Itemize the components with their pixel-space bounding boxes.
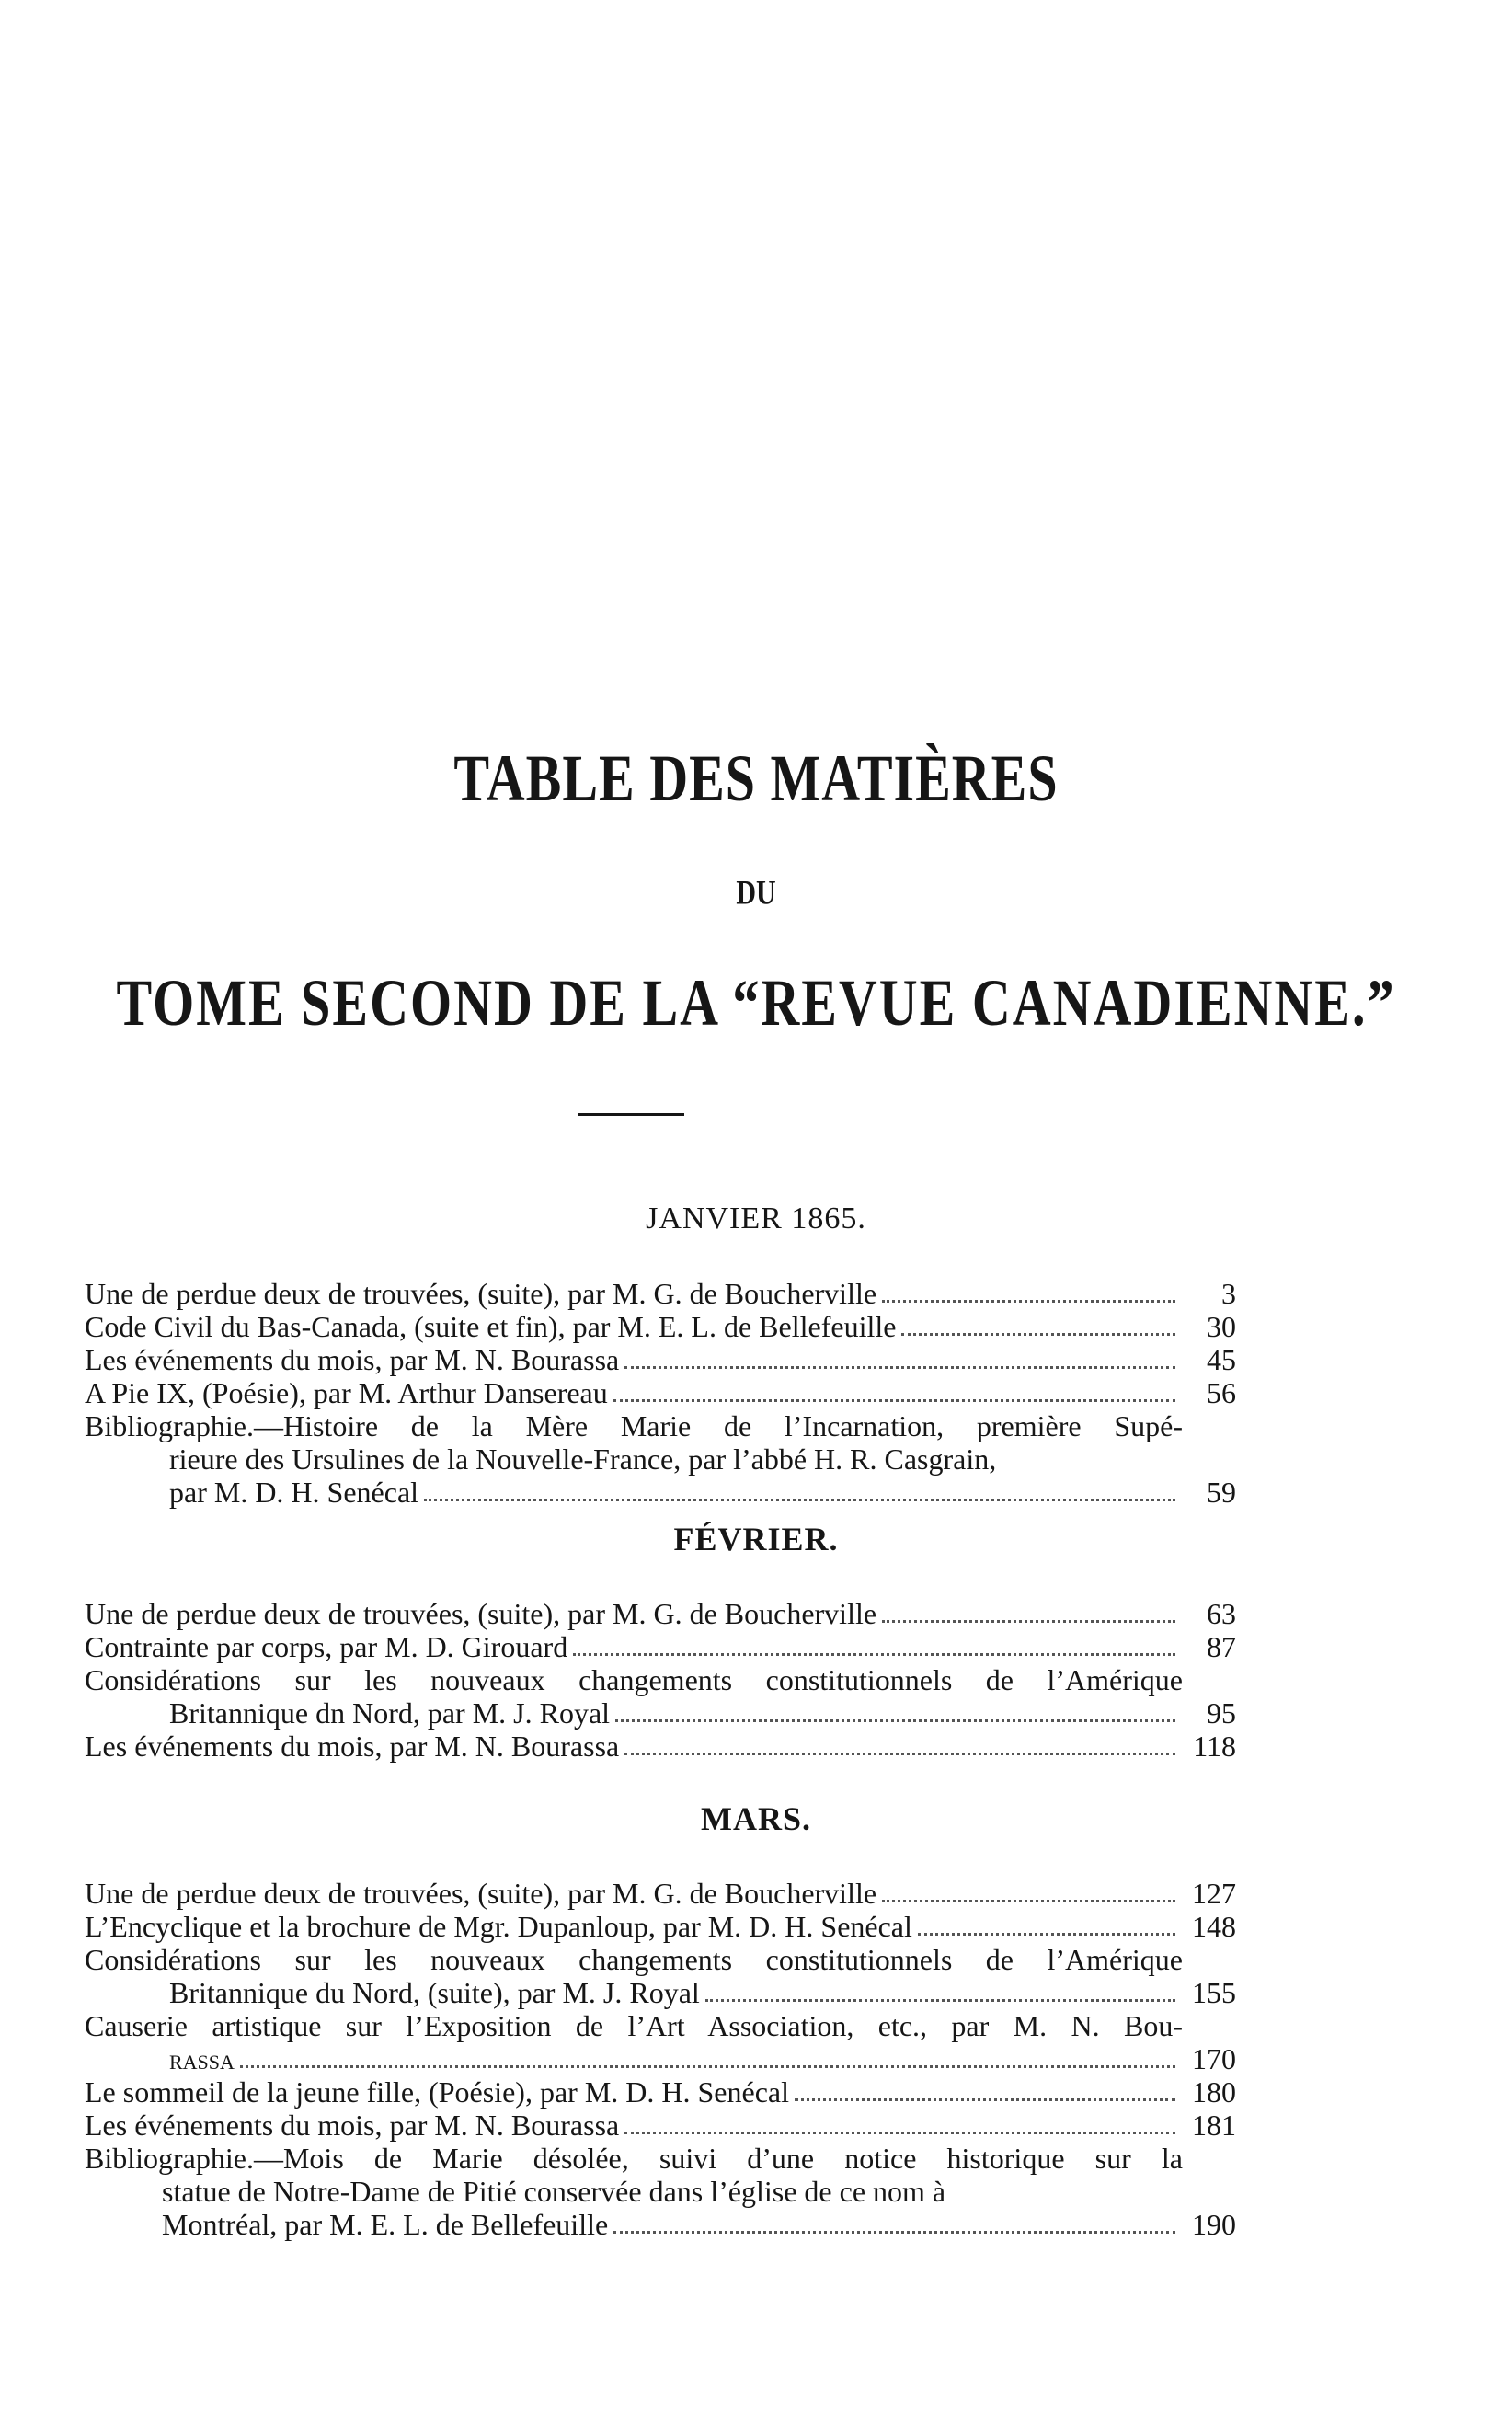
leader-dots [624,1365,1175,1369]
month-heading-fevrier: FÉVRIER. [673,1521,839,1557]
title-divider [578,1113,684,1116]
entry-page: 170 [1192,2042,1236,2075]
entry-page: 63 [1207,1597,1236,1630]
entry-title: Code Civil du Bas-Canada, (suite et fin), par M. E. L. de Bellefeuille [85,1310,897,1343]
leader-dots [240,2064,1175,2068]
entry-page: 180 [1192,2075,1236,2109]
toc-entry [85,1597,1236,1630]
toc-entry [85,1409,1236,1509]
entry-title-line: Montréal, par M. E. L. de Bellefeuille [162,2208,609,2241]
toc-entry [85,1663,1236,1730]
entry-title: Contrainte par corps, par M. D. Girouard [85,1630,568,1663]
entry-title: Les événements du mois, par M. N. Bourassa [85,2109,620,2142]
entry-title: L’Encyclique et la brochure de Mgr. Dupanloup, par M. D. H. Senécal [85,1910,912,1943]
entry-page: 127 [1192,1877,1236,1910]
toc-entry [85,1630,1236,1663]
toc-entry [85,1943,1236,2009]
leader-dots [918,1932,1175,1936]
entry-title: Les événements du mois, par M. N. Bourassa [85,1730,620,1763]
toc-entry [85,2142,1236,2241]
toc-subtitle: TOME SECOND DE LA “REVUE CANADIENNE.” [116,964,1396,1040]
entry-page: 95 [1207,1696,1236,1730]
leader-dots [573,1652,1175,1656]
entry-page: 59 [1207,1476,1236,1509]
entry-title-line: Bibliographie.—Mois de Marie désolée, suivi d’une notice historique sur la [85,2142,1183,2175]
month-heading-mars: MARS. [701,1800,811,1837]
entry-title-line: Considérations sur les nouveaux changements constitutionnels de l’Amérique [85,1943,1183,1976]
toc-entry [85,2109,1236,2142]
entry-title: Une de perdue deux de trouvées, (suite), par M. G. de Boucherville [85,1877,877,1910]
toc-title: TABLE DES MATIÈRES [453,740,1059,816]
entry-page: 30 [1207,1310,1236,1343]
leader-dots [613,2230,1175,2234]
toc-entry [85,1376,1236,1409]
leader-dots [882,1299,1175,1303]
entry-title-line: Considérations sur les nouveaux changements constitutionnels de l’Amérique [85,1663,1183,1696]
toc-entry [85,1910,1236,1943]
toc-entry [85,1343,1236,1376]
toc-entry [85,1877,1236,1910]
entry-page: 181 [1192,2109,1236,2142]
leader-dots [424,1498,1175,1501]
toc-entry [85,1310,1236,1343]
entry-title: Une de perdue deux de trouvées, (suite), par M. G. de Boucherville [85,1277,877,1310]
entry-title-line: statue de Notre-Dame de Pitié conservée dans l’église de ce nom à [162,2175,946,2208]
toc-entry [85,1730,1236,1763]
entry-page: 87 [1207,1630,1236,1663]
entry-title: A Pie IX, (Poésie), par M. Arthur Dansereau [85,1376,608,1409]
entry-page: 45 [1207,1343,1236,1376]
entry-title: Une de perdue deux de trouvées, (suite), par M. G. de Boucherville [85,1597,877,1630]
leader-dots [901,1332,1175,1336]
leader-dots [615,1718,1175,1722]
entry-page: 190 [1192,2208,1236,2241]
leader-dots [613,1398,1175,1402]
leader-dots [624,1752,1175,1755]
leader-dots [624,2131,1175,2134]
leader-dots [795,2097,1175,2101]
toc-entry [85,2075,1236,2109]
entry-title-line: Causerie artistique sur l’Exposition de l’Art Association, etc., par M. N. Bou- [85,2009,1183,2042]
entry-title-line: par M. D. H. Senécal [169,1476,419,1509]
entry-title-line: Bibliographie.—Histoire de la Mère Marie de l’Incarnation, première Supé- [85,1409,1183,1442]
leader-dots [882,1899,1175,1902]
leader-dots [705,1998,1175,2002]
toc-connector: DU [736,873,776,912]
entry-title-line: rieure des Ursulines de la Nouvelle-France, par l’abbé H. R. Casgrain, [169,1442,997,1476]
entry-page: 118 [1193,1730,1236,1763]
toc-entry [85,1277,1236,1310]
entry-title-line: rassa [169,2042,235,2075]
toc-entry [85,2009,1236,2075]
entry-title: Le sommeil de la jeune fille, (Poésie), par M. D. H. Senécal [85,2075,789,2109]
entry-page: 3 [1221,1277,1236,1310]
leader-dots [882,1619,1175,1623]
entry-page: 148 [1192,1910,1236,1943]
entry-title: Les événements du mois, par M. N. Bourassa [85,1343,620,1376]
entry-title-line: Britannique dn Nord, par M. J. Royal [169,1696,611,1730]
entry-page: 155 [1192,1976,1236,2009]
entry-title-line: Britannique du Nord, (suite), par M. J. Royal [169,1976,700,2009]
entry-page: 56 [1207,1376,1236,1409]
month-heading-janvier: JANVIER 1865. [646,1201,866,1235]
